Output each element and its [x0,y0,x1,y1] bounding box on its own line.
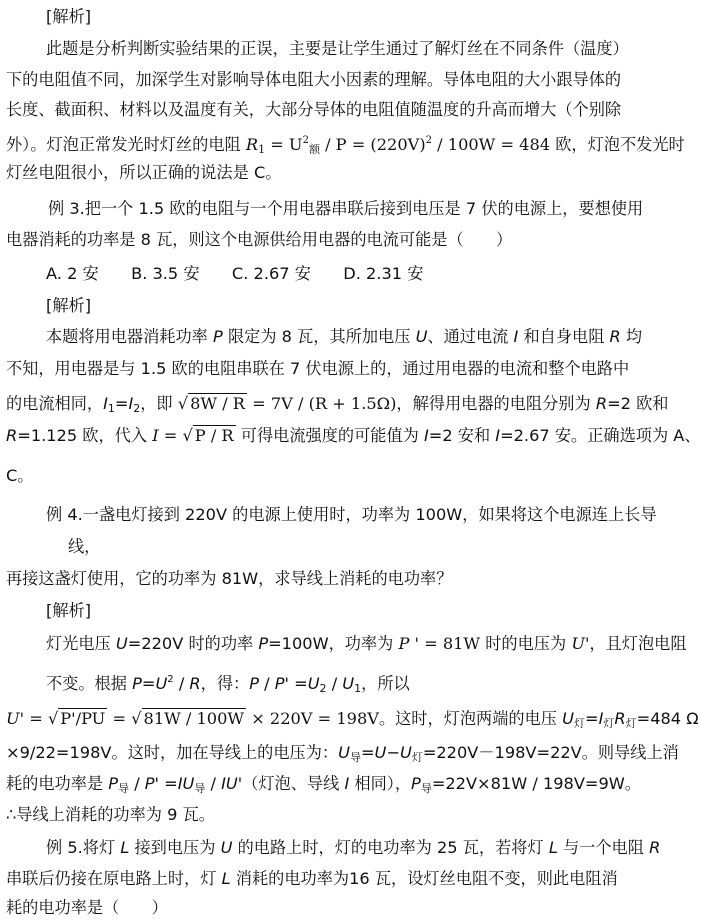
analysis-heading: [解析] [46,7,92,26]
paragraph-line: 耗的电功率是 $P_导 / P' =IU_导 / IU'$（灯泡、导线 I 相同），$P_导=22V\times 81W / 198V=9W$。 [6,774,641,795]
answer-options: A. 2 安 B. 3.5 安 C. 2.67 安 D. 2.31 安 [46,264,424,283]
formula-line: R=1.125 欧，代入 I = √ P / R 可得电流强度的可能值为 I=2 安和 I=2.67 安。正确选项为 A、 [6,426,701,445]
paragraph-line: 不知，用电器是与 1.5 欧的电阻串联在 7 伏电源上的，通过用电器的电流和整个电路中 [6,359,630,378]
paragraph-line: 线， [68,537,101,556]
formula: U' = √ P'/PU = √ 81W / 100W × 220V = 198V [6,709,379,728]
example-4-question: 例 4.一盏电灯接到 220V 的电源上使用时，功率为 100W，如果将这个电源连上长导 [46,505,657,524]
paragraph-line: 再接这盏灯使用，它的功率为 81W，求导线上消耗的电功率？ [6,569,453,588]
analysis-heading: [解析] [46,296,92,315]
example-3-question: 例 3.把一个 1.5 欧的电阻与一个用电器串联后接到电压是 7 伏的电源上，要想使用 [48,199,644,218]
conclusion-line: ∴导线上消耗的功率为 9 瓦。 [6,805,215,824]
example-5-question: 例 5.将灯 L 接到电压为 U 的电路上时，灯的电功率为 25 瓦，若将灯 L 与一个电阻 R [46,838,661,857]
paragraph-line: 耗的电功率是（ ） [6,898,168,917]
paragraph-line: 串联后仍接在原电路上时，灯 L 消耗的电功率为16 瓦，设灯丝电阻不变，则此电阻消 [6,869,618,888]
paragraph-line: 电器消耗的功率是 8 瓦，则这个电源供给用电器的电流可能是（ ） [6,230,513,249]
formula-line: 外）。灯泡正常发光时灯丝的电阻 $R_1 = U^2_额 / P = (220V)^2 / 100W = 484$ 欧，灯泡不发光时 [6,135,685,156]
paragraph-line: 灯丝电阻很小，所以正确的说法是 C。 [6,163,282,182]
paragraph-line: C。 [6,466,34,485]
paragraph-line: 下的电阻值不同，加深学生对影响导体电阻大小因素的理解。导体电阻的大小跟导体的 [6,70,622,89]
paragraph-line: ×9/22=198V。这时，加在导线上的电压为：$U_导=U-U_灯=220V-198V=22V$。则导线上消 [6,743,679,764]
analysis-heading: [解析] [46,601,92,620]
formula-line: U' = √ P'/PU = √ 81W / 100W × 220V = 198V。这时，灯泡两端的电压 $U_灯=I_灯R_灯=484$ Ω [6,709,699,730]
formula: $R_1 = U^2_额 / P = (220V)^2 / 100W = 484$ 欧，灯泡不发光时 [245,135,685,156]
paragraph-line: 长度、截面积、材料以及温度有关，大部分导体的电阻值随温度的升高而增大（个别除 [6,100,622,119]
paragraph-line: 此题是分析判断实验结果的正误，主要是让学生通过了解灯丝在不同条件（温度） [46,39,629,58]
formula-line: 不变。根据 $P=U^2 / R$，得：$P / P' =U_2 / U_1$，所以 [46,674,410,695]
formula: I = √ P / R [152,426,234,445]
formula-line: 的电流相同，$I_1=I_2$，即 √ 8W / R = 7V / (R + 1.5Ω)，解得用电器的电阻分别为 R=2 欧和 [6,394,669,415]
formula: √ 8W / R = 7V / (R + 1.5Ω) [177,394,397,413]
formula-line: 灯光电压 U=220V 时的功率 P=100W，功率为 P ' = 81W 时的电压为 U'，且灯泡电阻 [46,634,687,653]
paragraph-line: 本题将用电器消耗功率 P 限定为 8 瓦，其所加电压 U、通过电流 I 和自身电阻 R 均 [46,327,643,346]
